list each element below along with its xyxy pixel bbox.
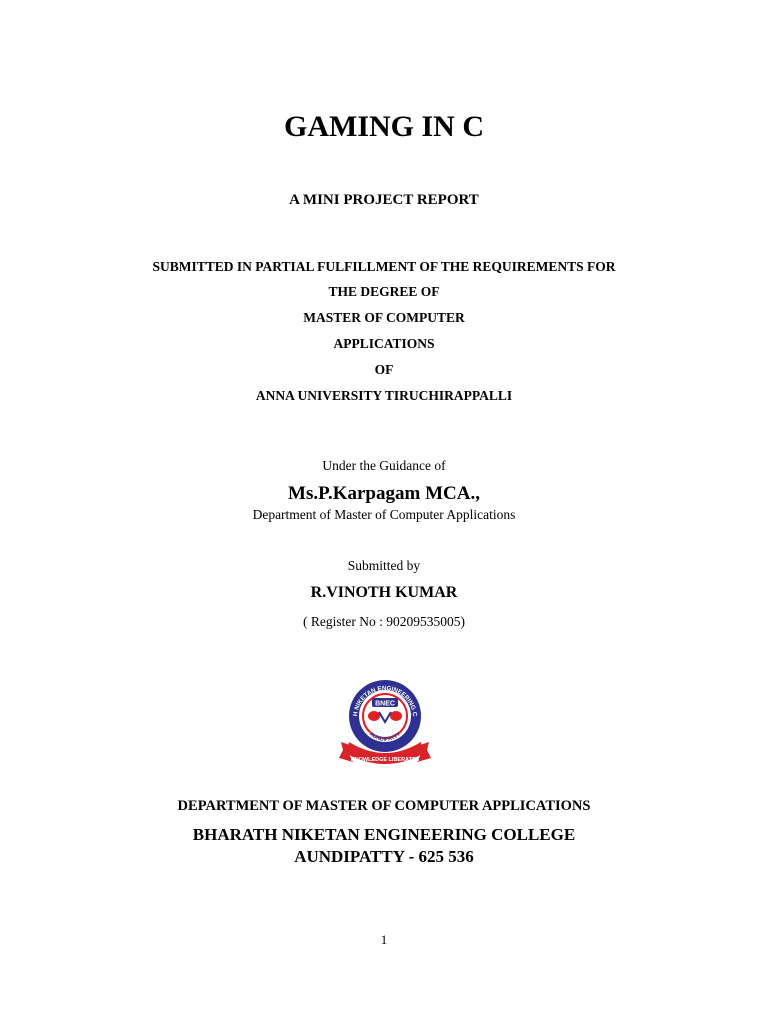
logo-ring-text: H NIKETAN ENGINEERING C [352,684,419,717]
student-name: R.VINOTH KUMAR [310,584,458,601]
register-number: ( Register No : 90209535005) [303,614,465,629]
submitted-by-label: Submitted by [347,558,421,573]
guidance-label: Under the Guidance of [322,458,446,473]
logo-bottom-text: AUNDIPATTY [367,731,403,743]
requirement-line: OF [374,362,394,377]
logo-ribbon-text: KNOWLEDGE LIBERATES [350,757,420,763]
college-logo [335,676,435,768]
college-address: AUNDIPATTY - 625 536 [294,847,474,866]
requirement-line: APPLICATIONS [333,336,435,351]
university-line: ANNA UNIVERSITY TIRUCHIRAPPALLI [255,388,513,403]
college-logo-emblem [335,676,435,768]
college-name: BHARATH NIKETAN ENGINEERING COLLEGE [192,825,576,844]
guide-department: Department of Master of Computer Applications [252,507,516,522]
logo-center-text: BNEC [375,700,395,708]
guide-name: Ms.P.Karpagam MCA., [288,483,480,504]
footer-department: DEPARTMENT OF MASTER OF COMPUTER APPLICATIONS [177,798,591,814]
page-number: 1 [380,932,388,947]
requirement-line: THE DEGREE OF [328,284,440,299]
requirement-line: SUBMITTED IN PARTIAL FULFILLMENT OF THE REQUIREMENTS FOR [152,259,616,274]
requirement-line: MASTER OF COMPUTER [303,310,465,325]
report-title: GAMING IN C [284,110,484,143]
report-subtitle: A MINI PROJECT REPORT [289,192,479,208]
